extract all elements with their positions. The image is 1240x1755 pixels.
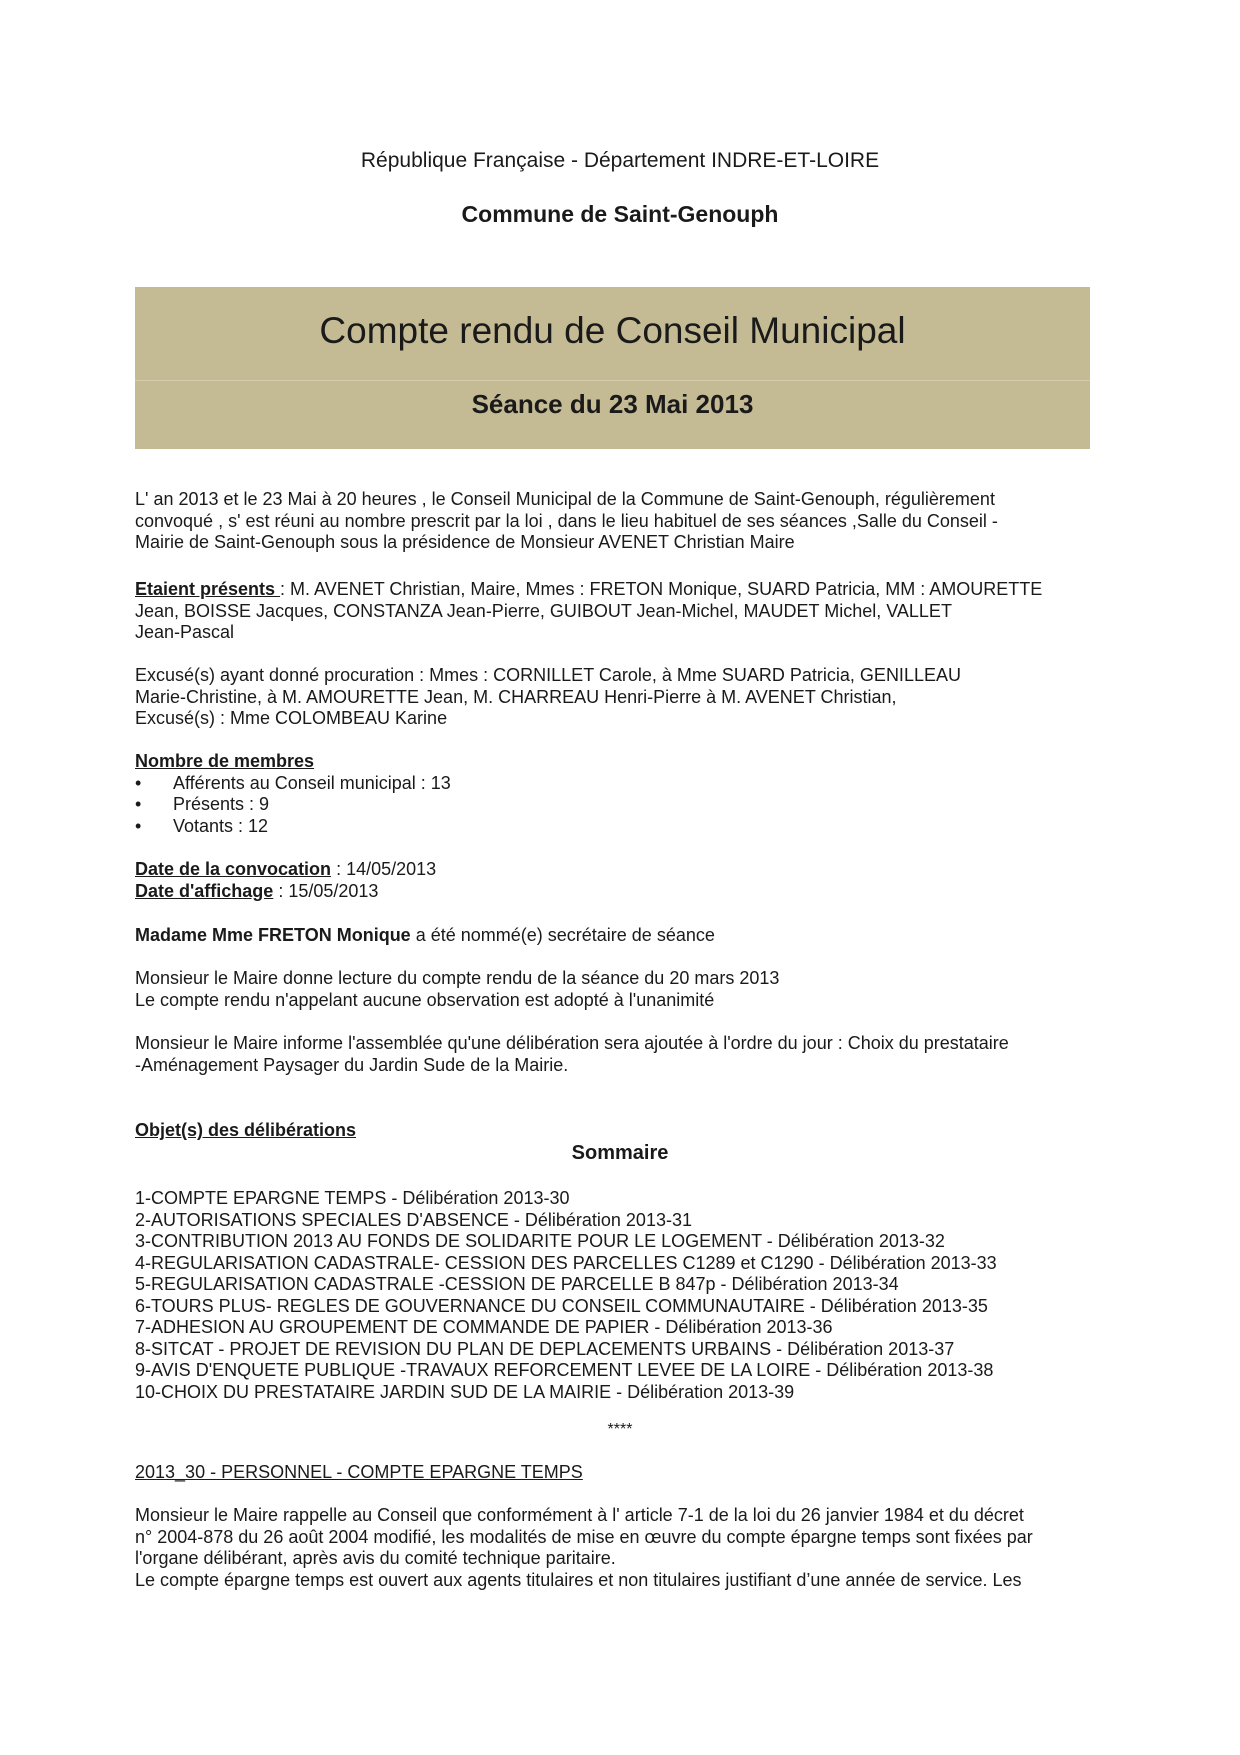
section-title: 2013_30 - PERSONNEL - COMPTE EPARGNE TEMPS [135,1462,583,1482]
section-paragraph [135,1505,1105,1591]
republique-header: République Française - Département INDRE-ET-LOIRE [360,149,880,172]
list-item: 9-AVIS D'ENQUETE PUBLIQUE -TRAVAUX REFORCEMENT LEVEE DE LA LOIRE - Délibération 2013-38 [135,1360,994,1380]
intro-line-2: convoqué , s' est réuni au nombre prescrit par la loi , dans le lieu habituel de ses séances ,Salle du Conseil - [135,510,998,531]
title-banner [135,287,1090,449]
section-line-1: Monsieur le Maire rappelle au Conseil que conformément à l' article 7-1 de la loi du 26 janvier 1984 et du décret [135,1505,1024,1525]
list-item: 7-ADHESION AU GROUPEMENT DE COMMANDE DE PAPIER - Délibération 2013-36 [135,1317,833,1337]
list-item: 2-AUTORISATIONS SPECIALES D'ABSENCE - Délibération 2013-31 [135,1209,692,1230]
section-line-2: n° 2004-878 du 26 août 2004 modifié, les modalités de mise en œuvre du compte épargne temps sont fixées par [135,1526,1033,1547]
list-item: • Afférents au Conseil municipal : 13 [135,772,451,793]
separator-stars: **** [607,1421,633,1438]
bullet-icon: • [135,794,142,814]
banner-subtitle: Séance du 23 Mai 2013 [471,389,754,419]
affichage-value: : 15/05/2013 [273,880,379,901]
section-title-block [135,1462,1115,1484]
excuses-paragraph [135,665,1115,730]
list-item: 4-REGULARISATION CADASTRALE- CESSION DES PARCELLES C1289 et C1290 - Délibération 2013-33 [135,1252,997,1273]
lecture-line-1: Monsieur le Maire donne lecture du compte rendu de la séance du 20 mars 2013 [135,968,780,988]
secretaire-name: Madame Mme FRETON Monique [135,925,411,945]
list-item: 10-CHOIX DU PRESTATAIRE JARDIN SUD DE LA MAIRIE - Délibération 2013-39 [135,1381,795,1402]
convocation-value: : 14/05/2013 [331,859,437,879]
list-item: • Votants : 12 [135,815,269,836]
membres-title: Nombre de membres [135,751,315,771]
sommaire-list [135,1188,1115,1403]
informe-line-2: -Aménagement Paysager du Jardin Sude de la Mairie. [135,1054,569,1075]
secretaire-line [135,925,1115,947]
intro-line-1: L' an 2013 et le 23 Mai à 20 heures , le Conseil Municipal de la Commune de Saint-Genouph, régulièrement [135,489,995,509]
membres-section [135,751,1115,837]
convocation-label: Date de la convocation [135,859,332,879]
dates-section [135,859,1115,902]
sommaire-title: Sommaire [571,1142,669,1164]
list-item: 1-COMPTE EPARGNE TEMPS - Délibération 2013-30 [135,1188,570,1208]
excuses-line-1: Excusé(s) ayant donné procuration : Mmes : CORNILLET Carole, à Mme SUARD Patricia, GENILLEAU [135,665,961,685]
presents-line-1: : M. AVENET Christian, Maire, Mmes : FRETON Monique, SUARD Patricia, MM : AMOURETTE [280,579,1043,599]
section-line-3: l'organe délibérant, après avis du comité technique paritaire. [135,1548,616,1568]
lecture-line-2: Le compte rendu n'appelant aucune observation est adopté à l'unanimité [135,989,715,1010]
lecture-paragraph [135,968,1115,1011]
intro-line-3: Mairie de Saint-Genouph sous la présidence de Monsieur AVENET Christian Maire [135,532,795,552]
section-line-4: Le compte épargne temps est ouvert aux agents titulaires et non titulaires justifiant d’une année de service. Les [135,1569,1022,1590]
membres-list [135,773,1115,838]
bullet-icon: • [135,815,142,836]
secretaire-text: a été nommé(e) secrétaire de séance [410,925,715,945]
commune-title: Commune de Saint-Genouph [461,201,779,227]
list-item: 5-REGULARISATION CADASTRALE -CESSION DE PARCELLE B 847p - Délibération 2013-34 [135,1274,899,1294]
bullet-icon: • [135,772,142,793]
objets-title-block [135,1120,1115,1142]
presents-line-3: Jean-Pascal [135,622,235,642]
banner-divider [135,380,1090,381]
objets-title: Objet(s) des délibérations [135,1120,357,1140]
affichage-label: Date d'affichage [135,880,274,901]
excuses-line-3: Excusé(s) : Mme COLOMBEAU Karine [135,708,448,728]
presents-line-2: Jean, BOISSE Jacques, CONSTANZA Jean-Pierre, GUIBOUT Jean-Michel, MAUDET Michel, VALLET [135,600,952,621]
informe-line-1: Monsieur le Maire informe l'assemblée qu'une délibération sera ajoutée à l'ordre du jour : Choix du prestataire [135,1033,1009,1053]
list-item: 6-TOURS PLUS- REGLES DE GOUVERNANCE DU CONSEIL COMMUNAUTAIRE - Délibération 2013-35 [135,1295,988,1316]
informe-paragraph [135,1033,1115,1076]
list-item: • Présents : 9 [135,794,270,814]
intro-paragraph [135,489,1115,554]
presents-label: Etaient présents [135,579,281,599]
banner-title: Compte rendu de Conseil Municipal [319,310,906,351]
presents-paragraph [135,579,1115,644]
list-item: 8-SITCAT - PROJET DE REVISION DU PLAN DE DEPLACEMENTS URBAINS - Délibération 2013-37 [135,1338,955,1359]
excuses-line-2: Marie-Christine, à M. AMOURETTE Jean, M. CHARREAU Henri-Pierre à M. AVENET Christian, [135,686,897,707]
list-item: 3-CONTRIBUTION 2013 AU FONDS DE SOLIDARITE POUR LE LOGEMENT - Délibération 2013-32 [135,1231,945,1251]
